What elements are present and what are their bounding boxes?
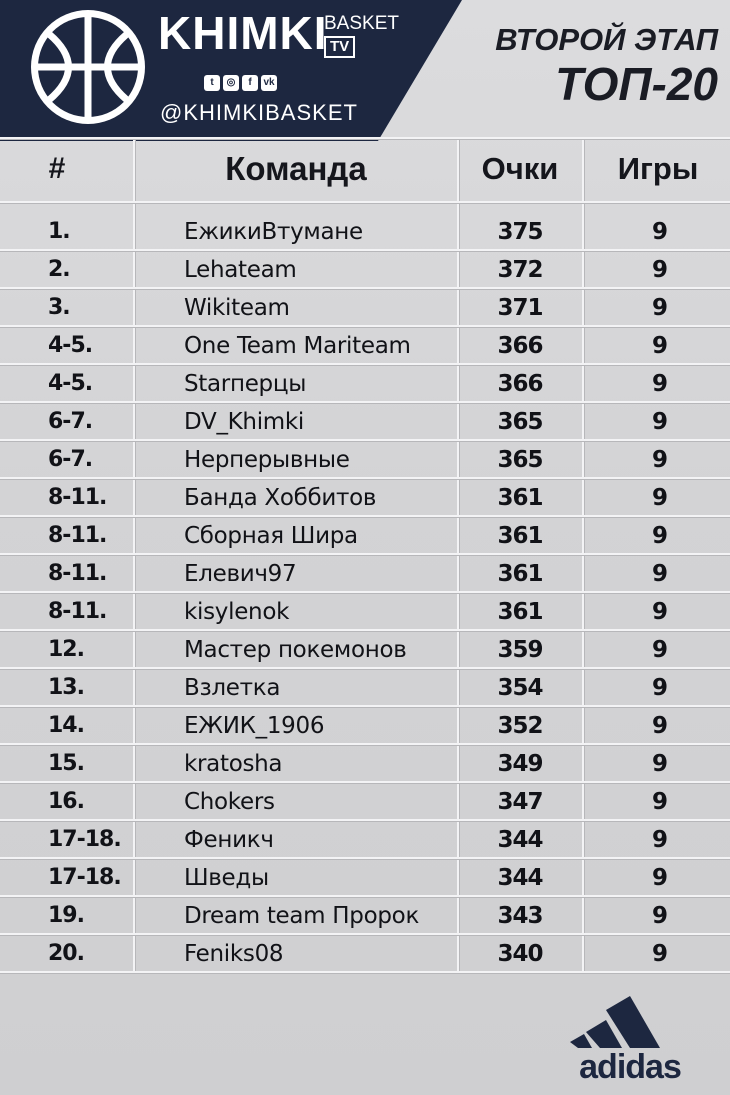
team-cell: Chokers [184,789,275,815]
team-cell: Feniks08 [184,941,284,967]
points-cell: 343 [497,903,543,929]
table-row [0,441,730,479]
games-cell: 9 [651,409,668,435]
points-cell: 359 [497,637,543,663]
place-cell: 17-18. [48,827,121,852]
brand-subtitle: BASKET [324,13,399,34]
table-row [0,593,730,631]
column-header-points: Очки [481,151,559,186]
stage-subtitle: ТОП-20 [555,58,718,110]
team-cell: Сборная Шира [184,523,358,549]
stage-name: ВТОРОЙ ЭТАП [495,22,718,57]
points-cell: 366 [497,371,543,397]
team-cell: Dream team Пророк [184,903,420,929]
vk-icon: vk [261,75,277,91]
place-cell: 14. [48,713,84,738]
team-cell: Мастер покемонов [184,637,407,663]
row-divider [0,201,730,203]
games-cell: 9 [651,295,668,321]
social-handle: @KHIMKIBASKET [160,100,358,125]
table-row [0,821,730,859]
table-row [0,289,730,327]
table-row [0,669,730,707]
table-row [0,517,730,555]
points-cell: 344 [497,827,543,853]
points-cell: 372 [497,257,543,283]
points-cell: 375 [497,219,543,245]
points-cell: 361 [497,599,543,625]
place-cell: 1. [48,219,70,244]
games-cell: 9 [651,599,668,625]
place-cell: 19. [48,903,84,928]
points-cell: 354 [497,675,543,701]
place-cell: 8-11. [48,523,107,548]
table-row [0,935,730,973]
team-cell: Шведы [184,865,269,891]
column-header-team: Команда [225,150,367,187]
games-cell: 9 [651,371,668,397]
team-cell: DV_Khimki [184,409,305,435]
khimki-ball-logo-icon [27,6,149,128]
points-cell: 361 [497,485,543,511]
place-cell: 8-11. [48,485,107,510]
place-cell: 17-18. [48,865,121,890]
place-cell: 4-5. [48,333,93,358]
brand-tv-badge: TV [324,36,355,58]
games-cell: 9 [651,637,668,663]
place-cell: 16. [48,789,84,814]
table-row [0,403,730,441]
team-cell: Starперцы [184,371,307,397]
games-cell: 9 [651,333,668,359]
table-row [0,783,730,821]
place-cell: 6-7. [48,409,93,434]
social-icons [204,75,277,91]
points-cell: 361 [497,523,543,549]
table-row [0,213,730,251]
table-header [0,137,730,201]
games-cell: 9 [651,257,668,283]
place-cell: 8-11. [48,599,107,624]
place-cell: 3. [48,295,70,320]
place-cell: 8-11. [48,561,107,586]
team-cell: ЕЖИК_1906 [184,713,325,739]
table-row [0,745,730,783]
column-header-place: # [48,152,66,185]
games-cell: 9 [651,789,668,815]
games-cell: 9 [651,523,668,549]
team-cell: Елевич97 [184,561,297,587]
place-cell: 2. [48,257,70,282]
facebook-icon: f [242,75,258,91]
table-row [0,707,730,745]
table-row [0,631,730,669]
place-cell: 20. [48,941,84,966]
team-cell: kisylenok [184,599,290,625]
games-cell: 9 [651,941,668,967]
team-cell: Нерперывные [184,447,350,473]
points-cell: 365 [497,409,543,435]
points-cell: 347 [497,789,543,815]
games-cell: 9 [651,903,668,929]
table-row [0,555,730,593]
games-cell: 9 [651,485,668,511]
points-cell: 344 [497,865,543,891]
table-row [0,479,730,517]
place-cell: 6-7. [48,447,93,472]
games-cell: 9 [651,827,668,853]
points-cell: 366 [497,333,543,359]
table-row [0,897,730,935]
table-row [0,859,730,897]
column-header-games: Игры [617,151,699,186]
games-cell: 9 [651,713,668,739]
instagram-icon: ◎ [223,75,239,91]
games-cell: 9 [651,447,668,473]
team-cell: Взлетка [184,675,281,701]
brand-name: KHIMKI [158,7,328,59]
points-cell: 371 [497,295,543,321]
games-cell: 9 [651,865,668,891]
stage-title [495,22,718,108]
place-cell: 13. [48,675,84,700]
adidas-stripes-icon [560,990,700,1050]
sponsor-name: adidas [579,1048,681,1086]
games-cell: 9 [651,751,668,777]
team-cell: kratosha [184,751,283,777]
sponsor-logo [560,990,700,1086]
team-cell: ЕжикиВтумане [184,219,363,245]
twitter-icon: t [204,75,220,91]
points-cell: 352 [497,713,543,739]
points-cell: 365 [497,447,543,473]
games-cell: 9 [651,219,668,245]
games-cell: 9 [651,675,668,701]
team-cell: One Team Mariteam [184,333,411,359]
place-cell: 15. [48,751,84,776]
games-cell: 9 [651,561,668,587]
place-cell: 4-5. [48,371,93,396]
team-cell: Феникч [184,827,274,853]
table-row [0,251,730,289]
table-row [0,327,730,365]
points-cell: 361 [497,561,543,587]
team-cell: Wikiteam [184,295,290,321]
team-cell: Банда Хоббитов [184,485,377,511]
table-row [0,365,730,403]
points-cell: 349 [497,751,543,777]
team-cell: Lehateam [184,257,297,283]
points-cell: 340 [497,941,543,967]
place-cell: 12. [48,637,84,662]
